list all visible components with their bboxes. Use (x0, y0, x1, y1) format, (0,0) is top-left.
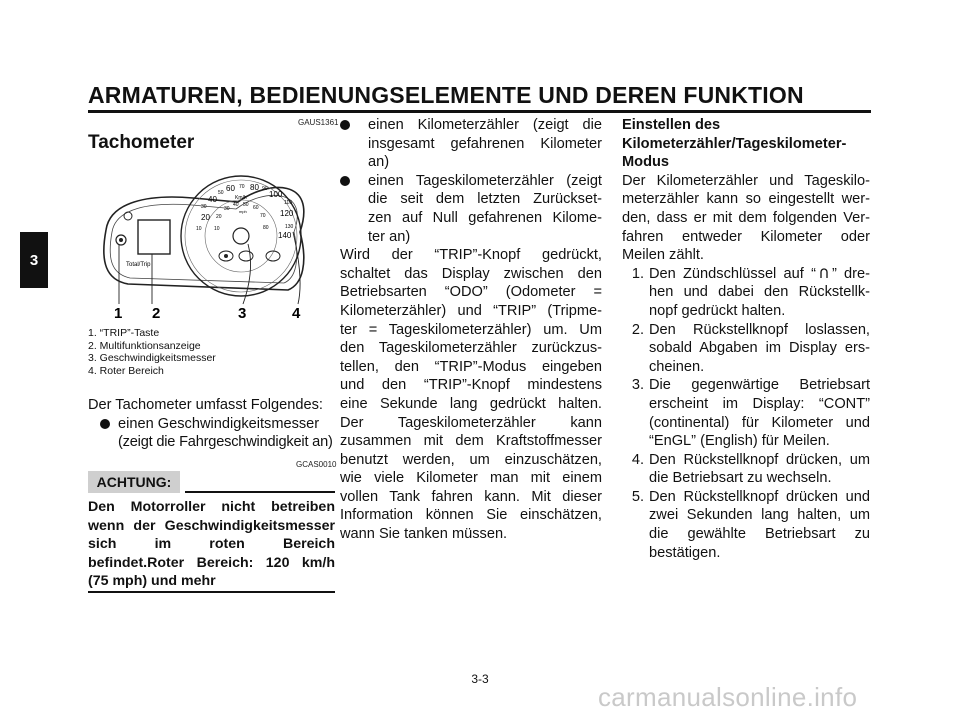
caution-label: ACHTUNG: (88, 471, 180, 493)
mph-tick-70: 70 (260, 213, 266, 219)
paragraph-line: Der Tageskilometerzähler kann (340, 414, 602, 431)
mph-tick-10: 10 (214, 226, 220, 232)
kmh-minor-10: 10 (196, 226, 202, 232)
page-number: 3-3 (471, 672, 489, 686)
callout-3: 3 (238, 305, 247, 322)
callout-4: 4 (292, 305, 301, 322)
instrument-cluster-svg (88, 172, 336, 324)
kmh-tick-100: 100 (269, 190, 283, 199)
step-line: Den Rückstellknopf drücken, um (649, 451, 870, 468)
subsection-intro (622, 172, 870, 265)
paragraph-line: eine Sekunde lang gedrückt halten. (340, 395, 602, 412)
bullet-line: an) (368, 154, 390, 171)
heading-line: Kilometerzähler/Tageskilometer- (622, 135, 847, 152)
paragraph-line: vollen Tank fahren kann. Mit dieser (340, 488, 602, 505)
col2-text (340, 116, 602, 544)
mph-tick-60: 60 (253, 205, 259, 211)
step-line: Den Rückstellknopf loslassen, (649, 321, 870, 338)
kmh-minor-70: 70 (239, 184, 245, 190)
heading-line: Einstellen des (622, 117, 721, 133)
col1-text (88, 396, 335, 452)
section-code: GAUS1361 (298, 118, 339, 127)
bullet-item (88, 415, 335, 452)
kmh-tick-20: 20 (201, 213, 210, 222)
bullet-dot-icon (340, 176, 350, 186)
step-line: die gewählte Betriebsart zu (649, 526, 870, 543)
kmh-minor-50: 50 (218, 190, 224, 196)
step-number: 5. (631, 488, 644, 505)
step-number: 1. (631, 265, 644, 282)
kmh-tick-140: 140 (278, 231, 292, 240)
trip-button-center (119, 238, 123, 242)
total-trip-label: Total/Trip (126, 262, 151, 268)
bullet-line: insgesamt gefahrenen Kilometer (368, 135, 602, 152)
step-line: hen und dabei den Rückstellk- (649, 284, 870, 301)
paragraph-line: Der Kilometerzähler und Tageskilo- (622, 172, 870, 189)
step-line: sobald Abgaben im Display ers- (649, 340, 870, 357)
step-number: 2. (631, 321, 644, 338)
indicator-lamp-1-dot (224, 254, 228, 258)
kmh-tick-120: 120 (280, 209, 294, 218)
kmh-tick-40: 40 (208, 195, 217, 204)
watermark-text: carmanualsonline.info (598, 682, 858, 712)
heading-line: Modus (622, 154, 670, 171)
caution-line: wenn der Geschwindigkeitsmesser (88, 517, 335, 534)
mph-tick-80: 80 (263, 225, 269, 231)
mph-unit-label: mph (239, 209, 247, 214)
instrument-cluster-figure (88, 172, 336, 324)
callout-1: 1 (114, 305, 123, 322)
step-line: Die gegenwärtige Betriebsart (649, 377, 870, 394)
step-item (622, 376, 870, 450)
kmh-minor-110: 110 (284, 200, 292, 206)
kmh-minor-130: 130 (285, 224, 294, 230)
mph-tick-30: 30 (224, 206, 230, 212)
cluster-housing (104, 188, 304, 290)
paragraph-line: und den “TRIP”-Knopf mindestens (340, 377, 602, 394)
caption-item: 3. Geschwindigkeitsmesser (88, 352, 216, 365)
paragraph-line: schaltet das Display zwischen den (340, 265, 602, 282)
step-line: bestätigen. (649, 544, 721, 561)
step-line: zwei Sekunden lang halten, um (649, 507, 870, 524)
paragraph-line: Information können Sie einschätzen, (340, 507, 602, 524)
paragraph-line: ter = Tageskilometerzähler) um. Um (340, 321, 602, 338)
caution-line: befindet.Roter Bereich: 120 km/h (88, 554, 335, 571)
mph-tick-40: 40 (233, 202, 239, 208)
step-line: erscheint im Display: “CONT” (649, 395, 870, 412)
multifunction-display (138, 220, 170, 254)
step-line: (continental) für Kilometer und (649, 414, 870, 431)
kmh-tick-60: 60 (226, 184, 235, 193)
paragraph-line: den, dass er mit dem folgenden Ver- (622, 209, 870, 226)
key-on-icon (818, 267, 830, 279)
caution-rule (185, 491, 335, 493)
caution-line: (75 mph) und mehr (88, 573, 216, 590)
step-line (649, 265, 870, 284)
step-line: nopf gedrückt halten. (649, 302, 786, 319)
caption-item: 2. Multifunktionsanzeige (88, 339, 201, 352)
step-item (622, 321, 870, 377)
step-line: die Betriebsart zu wechseln. (649, 470, 832, 487)
kmh-minor-30: 30 (201, 204, 207, 210)
bullet-item (340, 116, 602, 172)
kmh-minor-90: 90 (262, 186, 268, 192)
caution-code: GCAS0010 (296, 460, 337, 469)
chapter-tab: 3 (20, 232, 48, 288)
paragraph-line: Wird der “TRIP”-Knopf gedrückt, (340, 247, 602, 264)
paragraph-line: Betriebsarten “ODO” (Odometer = (340, 284, 602, 301)
needle-hub (233, 228, 249, 244)
caution-line: sich im roten Bereich (88, 536, 335, 553)
intro-text: Der Tachometer umfasst Folgendes: (88, 397, 323, 413)
paragraph-line: Kilometerzähler) und “TRIP” (Tripme- (340, 302, 602, 319)
step-item (622, 488, 870, 562)
step-text: ” dre- (831, 265, 870, 282)
paragraph-line: Meilen zählt. (622, 247, 704, 264)
paragraph-line: wann Sie tanken müssen. (340, 526, 508, 543)
bullet-line: einen Geschwindigkeitsmesser (118, 415, 320, 432)
indicator-lamp-left (124, 212, 132, 220)
bullet-dot-icon (100, 419, 110, 429)
step-line: Den Rückstellknopf drücken und (649, 488, 870, 505)
callout-2: 2 (152, 305, 161, 322)
step-item (622, 265, 870, 321)
bullet-item (340, 172, 602, 246)
step-number: 4. (631, 451, 644, 468)
kmh-tick-80: 80 (250, 183, 259, 192)
mph-tick-50: 50 (243, 202, 249, 208)
step-number: 3. (631, 377, 644, 394)
bullet-dot-icon (340, 120, 350, 130)
paragraph-line: zusammen mit dem Kraftstoffmesser (340, 433, 602, 450)
caution-bottom-rule (88, 591, 335, 593)
bullet-line: einen Tageskilometerzähler (zeigt (368, 172, 602, 189)
col3-text (622, 116, 870, 562)
paragraph-line: benutzt werden, um einzuschätzen, (340, 451, 602, 468)
step-line: “EnGL” (English) für Meilen. (649, 433, 830, 450)
paragraph-line: fahren entweder Kilometer oder (622, 228, 870, 245)
bullet-line: die seit dem letzten Zurückset- (368, 191, 602, 208)
paragraph-line: meterzähler kann so eingestellt wer- (622, 191, 870, 208)
subsection-heading (622, 116, 870, 172)
section-title: Tachometer (88, 132, 195, 153)
trip-paragraph (340, 246, 602, 544)
caption-item: 1. “TRIP”-Taste (88, 327, 160, 339)
indicator-lamp-2 (239, 251, 253, 261)
step-item (622, 451, 870, 488)
bullet-line: ter an) (368, 228, 411, 245)
paragraph-line: den Tageskilometerzähler zurückzus- (340, 340, 602, 357)
paragraph-line: wie viele Kilometer man mit einem (340, 470, 602, 487)
bullet-line: (zeigt die Fahrgeschwindigkeit an) (118, 434, 333, 451)
page-header-title: ARMATUREN, BEDIENUNGSELEMENTE UND DEREN FUNKTION (88, 82, 804, 108)
mph-tick-20: 20 (216, 214, 222, 220)
bullet-line: zen auf Null gefahrenen Kilome- (368, 209, 602, 226)
header-rule (88, 110, 871, 113)
caution-text (88, 498, 335, 591)
paragraph-line: tellen, den “TRIP”-Modus eingeben (340, 358, 602, 375)
caution-line: Den Motorroller nicht betreiben (88, 499, 335, 515)
step-text: Den Zündschlüssel auf “ (649, 265, 816, 282)
step-line: cheinen. (649, 358, 705, 375)
bullet-line: einen Kilometerzähler (zeigt die (368, 117, 602, 133)
figure-caption (88, 327, 216, 377)
caption-item: 4. Roter Bereich (88, 364, 164, 377)
kmh-unit-label: Km/h (235, 195, 247, 201)
